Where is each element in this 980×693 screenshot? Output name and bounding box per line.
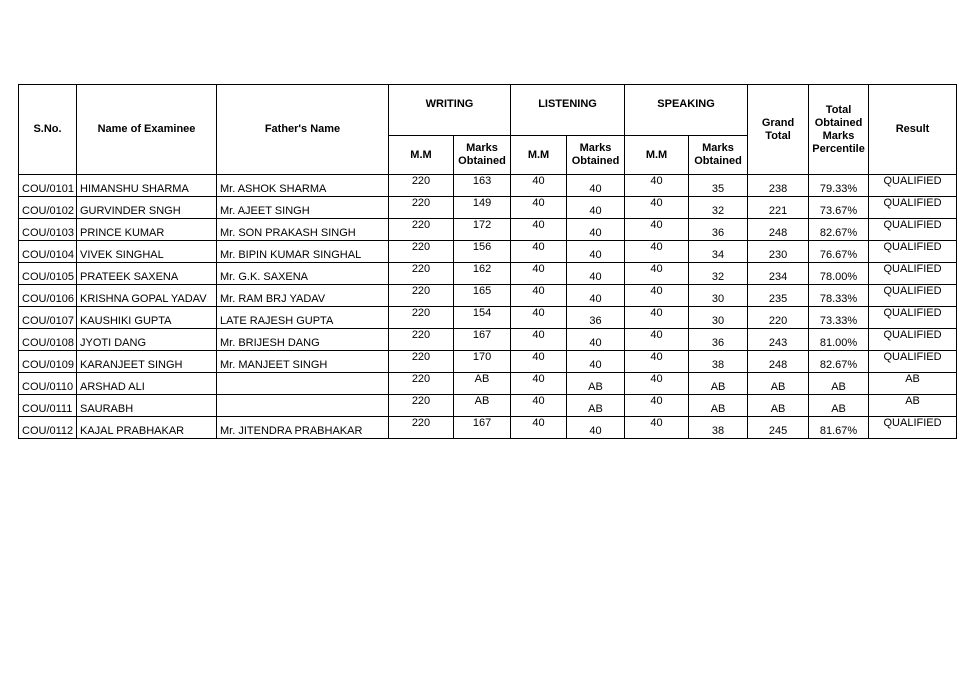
cell-percentile: 79.33% [809, 175, 869, 197]
cell-percentile: 78.00% [809, 263, 869, 285]
header-listening-obtained: Marks Obtained [567, 136, 625, 175]
header-speaking: SPEAKING [625, 85, 748, 136]
header-result: Result [869, 85, 957, 175]
cell-writing-mm: 220 [389, 351, 454, 373]
cell-result: QUALIFIED [869, 329, 957, 351]
header-writing: WRITING [389, 85, 511, 136]
header-percentile: Total Obtained Marks Percentile [809, 85, 869, 175]
table-row [19, 219, 957, 241]
cell-result: AB [869, 395, 957, 417]
cell-speaking-obtained: AB [689, 395, 748, 417]
cell-father: LATE RAJESH GUPTA [217, 307, 389, 329]
cell-speaking-mm: 40 [625, 197, 689, 219]
table-row [19, 329, 957, 351]
cell-writing-mm: 220 [389, 395, 454, 417]
cell-listening-obtained: 40 [567, 241, 625, 263]
cell-writing-mm: 220 [389, 329, 454, 351]
cell-father: Mr. G.K. SAXENA [217, 263, 389, 285]
cell-result: QUALIFIED [869, 197, 957, 219]
cell-father: Mr. AJEET SINGH [217, 197, 389, 219]
header-listening: LISTENING [511, 85, 625, 136]
cell-speaking-mm: 40 [625, 373, 689, 395]
cell-grand-total: 230 [748, 241, 809, 263]
cell-grand-total: 245 [748, 417, 809, 439]
header-speaking-obtained: Marks Obtained [689, 136, 748, 175]
cell-writing-obtained: 165 [454, 285, 511, 307]
cell-writing-obtained: 163 [454, 175, 511, 197]
cell-writing-obtained: 172 [454, 219, 511, 241]
cell-father: Mr. RAM BRJ YADAV [217, 285, 389, 307]
cell-result: QUALIFIED [869, 351, 957, 373]
table-body [19, 175, 957, 439]
cell-speaking-mm: 40 [625, 395, 689, 417]
cell-listening-mm: 40 [511, 241, 567, 263]
cell-speaking-obtained: 35 [689, 175, 748, 197]
cell-sno: COU/0104 [19, 241, 77, 263]
results-table [18, 84, 957, 439]
cell-name: GURVINDER SNGH [77, 197, 217, 219]
cell-percentile: AB [809, 395, 869, 417]
cell-sno: COU/0108 [19, 329, 77, 351]
cell-writing-mm: 220 [389, 241, 454, 263]
table-row [19, 307, 957, 329]
cell-writing-obtained: 154 [454, 307, 511, 329]
cell-sno: COU/0102 [19, 197, 77, 219]
cell-listening-mm: 40 [511, 263, 567, 285]
cell-name: PRINCE KUMAR [77, 219, 217, 241]
cell-writing-mm: 220 [389, 373, 454, 395]
cell-result: QUALIFIED [869, 175, 957, 197]
cell-grand-total: 221 [748, 197, 809, 219]
table-row [19, 285, 957, 307]
table-row [19, 263, 957, 285]
cell-father: Mr. BRIJESH DANG [217, 329, 389, 351]
cell-listening-mm: 40 [511, 175, 567, 197]
cell-percentile: 81.00% [809, 329, 869, 351]
header-sno: S.No. [19, 85, 77, 175]
cell-speaking-obtained: AB [689, 373, 748, 395]
table-header [19, 85, 957, 175]
cell-writing-mm: 220 [389, 307, 454, 329]
table-row [19, 241, 957, 263]
cell-percentile: 76.67% [809, 241, 869, 263]
cell-speaking-mm: 40 [625, 307, 689, 329]
cell-speaking-mm: 40 [625, 329, 689, 351]
header-writing-obtained: Marks Obtained [454, 136, 511, 175]
cell-writing-mm: 220 [389, 175, 454, 197]
table-row [19, 395, 957, 417]
cell-listening-mm: 40 [511, 219, 567, 241]
cell-grand-total: 243 [748, 329, 809, 351]
cell-writing-obtained: 167 [454, 329, 511, 351]
cell-speaking-mm: 40 [625, 351, 689, 373]
cell-father: Mr. JITENDRA PRABHAKAR [217, 417, 389, 439]
cell-listening-obtained: 40 [567, 197, 625, 219]
cell-listening-obtained: 40 [567, 175, 625, 197]
cell-speaking-obtained: 32 [689, 197, 748, 219]
cell-name: KAUSHIKI GUPTA [77, 307, 217, 329]
cell-speaking-mm: 40 [625, 285, 689, 307]
cell-result: QUALIFIED [869, 241, 957, 263]
cell-name: SAURABH [77, 395, 217, 417]
cell-listening-obtained: 40 [567, 351, 625, 373]
cell-sno: COU/0109 [19, 351, 77, 373]
cell-sno: COU/0101 [19, 175, 77, 197]
cell-father [217, 373, 389, 395]
cell-grand-total: AB [748, 395, 809, 417]
cell-listening-mm: 40 [511, 395, 567, 417]
cell-writing-obtained: 167 [454, 417, 511, 439]
cell-name: KRISHNA GOPAL YADAV [77, 285, 217, 307]
cell-speaking-mm: 40 [625, 263, 689, 285]
cell-percentile: 73.33% [809, 307, 869, 329]
cell-speaking-mm: 40 [625, 241, 689, 263]
cell-speaking-obtained: 34 [689, 241, 748, 263]
cell-sno: COU/0110 [19, 373, 77, 395]
cell-speaking-obtained: 36 [689, 329, 748, 351]
cell-percentile: 82.67% [809, 219, 869, 241]
cell-writing-mm: 220 [389, 285, 454, 307]
cell-sno: COU/0106 [19, 285, 77, 307]
cell-sno: COU/0112 [19, 417, 77, 439]
cell-listening-mm: 40 [511, 417, 567, 439]
cell-listening-mm: 40 [511, 285, 567, 307]
cell-grand-total: AB [748, 373, 809, 395]
cell-speaking-obtained: 38 [689, 417, 748, 439]
cell-writing-obtained: 149 [454, 197, 511, 219]
cell-name: JYOTI DANG [77, 329, 217, 351]
cell-writing-obtained: 170 [454, 351, 511, 373]
cell-name: PRATEEK SAXENA [77, 263, 217, 285]
cell-grand-total: 234 [748, 263, 809, 285]
cell-grand-total: 220 [748, 307, 809, 329]
cell-speaking-obtained: 38 [689, 351, 748, 373]
cell-listening-obtained: 40 [567, 285, 625, 307]
cell-sno: COU/0111 [19, 395, 77, 417]
cell-listening-mm: 40 [511, 197, 567, 219]
header-speaking-mm: M.M [625, 136, 689, 175]
cell-listening-mm: 40 [511, 373, 567, 395]
cell-percentile: 82.67% [809, 351, 869, 373]
cell-listening-mm: 40 [511, 329, 567, 351]
cell-writing-mm: 220 [389, 197, 454, 219]
cell-percentile: 73.67% [809, 197, 869, 219]
cell-writing-mm: 220 [389, 417, 454, 439]
header-name: Name of Examinee [77, 85, 217, 175]
cell-writing-obtained: 162 [454, 263, 511, 285]
table-row [19, 175, 957, 197]
table-row [19, 351, 957, 373]
cell-speaking-obtained: 30 [689, 307, 748, 329]
cell-result: QUALIFIED [869, 285, 957, 307]
cell-percentile: 81.67% [809, 417, 869, 439]
cell-grand-total: 235 [748, 285, 809, 307]
cell-name: KAJAL PRABHAKAR [77, 417, 217, 439]
cell-listening-obtained: 40 [567, 263, 625, 285]
table-row [19, 197, 957, 219]
cell-speaking-obtained: 36 [689, 219, 748, 241]
cell-father: Mr. SON PRAKASH SINGH [217, 219, 389, 241]
cell-speaking-mm: 40 [625, 175, 689, 197]
cell-father: Mr. MANJEET SINGH [217, 351, 389, 373]
header-father: Father's Name [217, 85, 389, 175]
cell-percentile: AB [809, 373, 869, 395]
cell-result: QUALIFIED [869, 417, 957, 439]
cell-percentile: 78.33% [809, 285, 869, 307]
cell-grand-total: 248 [748, 351, 809, 373]
cell-name: ARSHAD ALI [77, 373, 217, 395]
cell-speaking-mm: 40 [625, 417, 689, 439]
header-grand-total: Grand Total [748, 85, 809, 175]
cell-name: KARANJEET SINGH [77, 351, 217, 373]
cell-writing-obtained: 156 [454, 241, 511, 263]
cell-listening-mm: 40 [511, 351, 567, 373]
cell-sno: COU/0107 [19, 307, 77, 329]
cell-listening-obtained: AB [567, 373, 625, 395]
cell-result: QUALIFIED [869, 263, 957, 285]
cell-speaking-mm: 40 [625, 219, 689, 241]
cell-writing-mm: 220 [389, 219, 454, 241]
cell-writing-obtained: AB [454, 373, 511, 395]
cell-father: Mr. ASHOK SHARMA [217, 175, 389, 197]
cell-father [217, 395, 389, 417]
cell-father: Mr. BIPIN KUMAR SINGHAL [217, 241, 389, 263]
cell-speaking-obtained: 32 [689, 263, 748, 285]
cell-result: QUALIFIED [869, 219, 957, 241]
cell-grand-total: 248 [748, 219, 809, 241]
cell-name: HIMANSHU SHARMA [77, 175, 217, 197]
cell-result: QUALIFIED [869, 307, 957, 329]
cell-sno: COU/0105 [19, 263, 77, 285]
cell-listening-obtained: 40 [567, 417, 625, 439]
cell-sno: COU/0103 [19, 219, 77, 241]
cell-grand-total: 238 [748, 175, 809, 197]
cell-writing-mm: 220 [389, 263, 454, 285]
cell-result: AB [869, 373, 957, 395]
cell-listening-obtained: 36 [567, 307, 625, 329]
cell-listening-obtained: 40 [567, 329, 625, 351]
cell-speaking-obtained: 30 [689, 285, 748, 307]
cell-listening-obtained: AB [567, 395, 625, 417]
header-writing-mm: M.M [389, 136, 454, 175]
cell-listening-obtained: 40 [567, 219, 625, 241]
table-row [19, 417, 957, 439]
cell-writing-obtained: AB [454, 395, 511, 417]
header-listening-mm: M.M [511, 136, 567, 175]
cell-name: VIVEK SINGHAL [77, 241, 217, 263]
table-row [19, 373, 957, 395]
cell-listening-mm: 40 [511, 307, 567, 329]
